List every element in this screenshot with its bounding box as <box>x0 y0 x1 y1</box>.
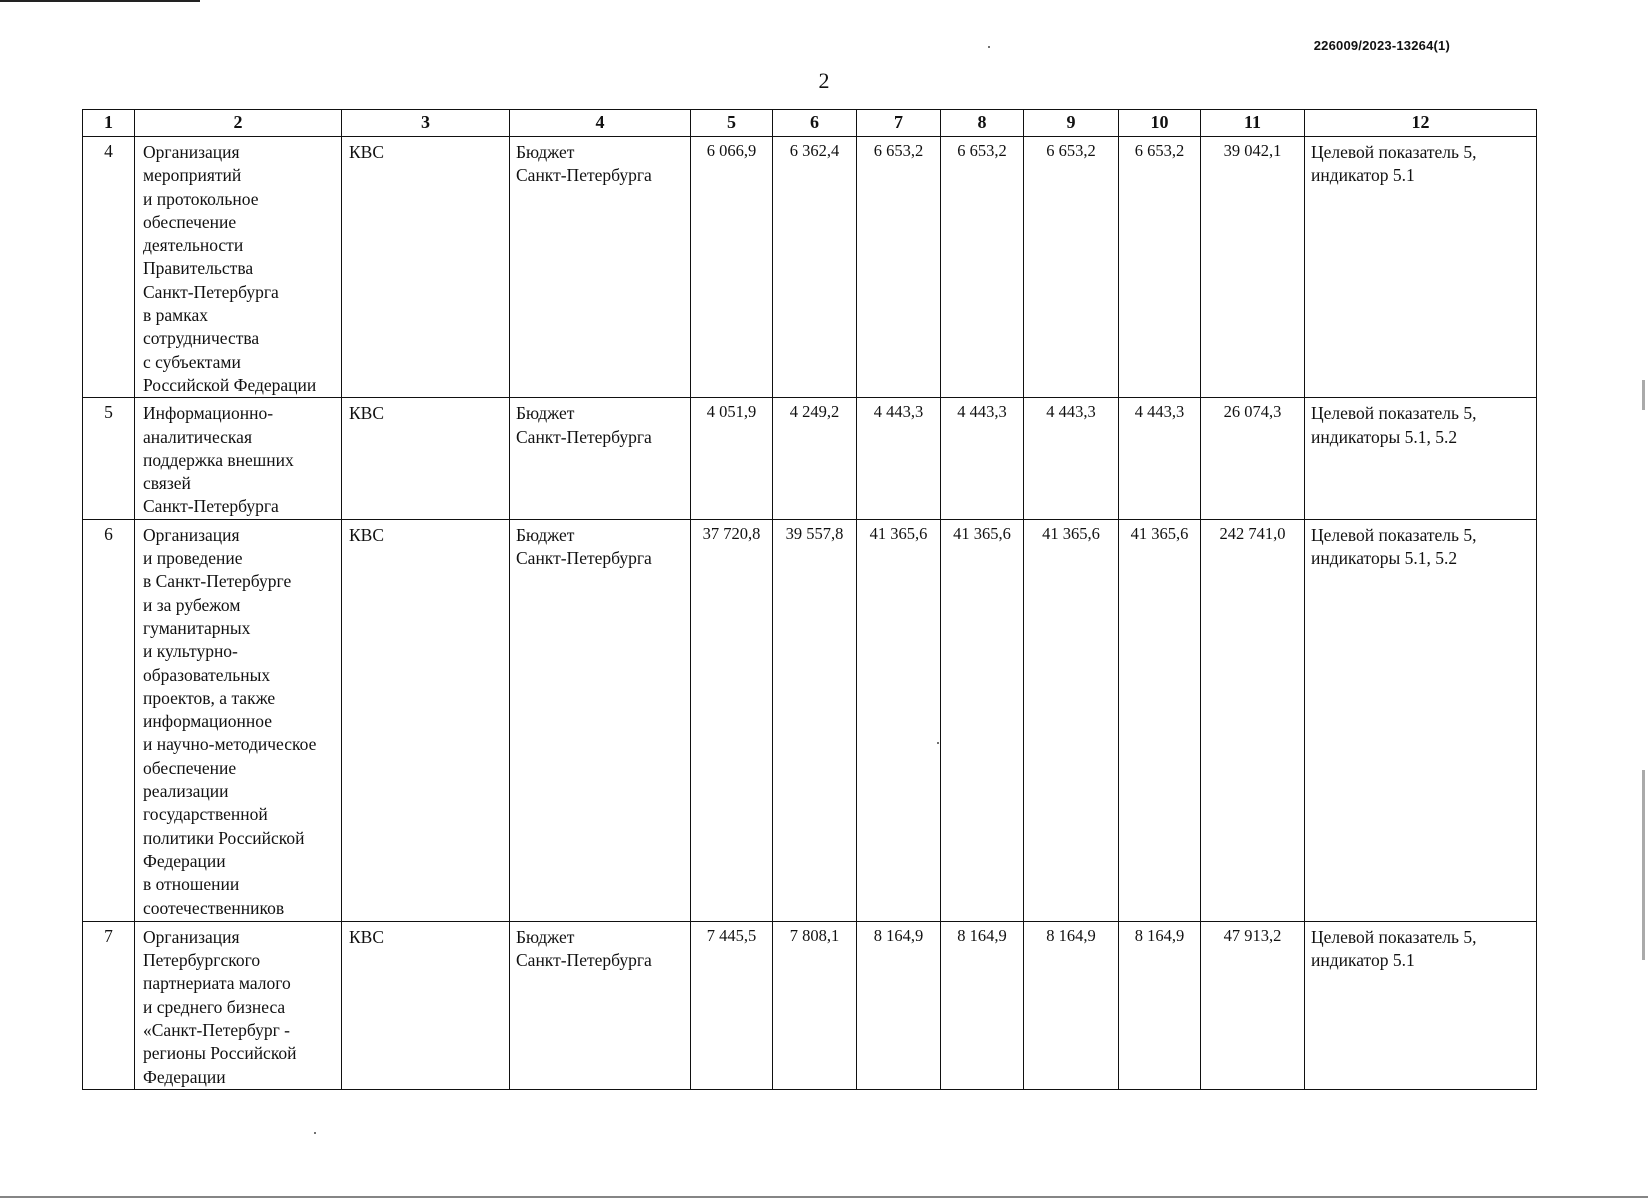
funding-source: Бюджет Санкт-Петербурга <box>510 137 691 398</box>
funding-total: 47 913,2 <box>1201 921 1305 1089</box>
column-number: 9 <box>1024 110 1119 137</box>
funding-value: 6 653,2 <box>857 137 941 398</box>
target-indicator: Целевой показатель 5, индикаторы 5.1, 5.2 <box>1305 398 1537 519</box>
funding-total: 26 074,3 <box>1201 398 1305 519</box>
program-activities-table <box>82 109 1537 1090</box>
funding-value: 41 365,6 <box>1119 519 1201 921</box>
executor: КВС <box>342 398 510 519</box>
funding-value: 8 164,9 <box>941 921 1024 1089</box>
funding-value: 8 164,9 <box>857 921 941 1089</box>
funding-value: 4 443,3 <box>857 398 941 519</box>
row-number: 7 <box>83 921 135 1089</box>
target-indicator: Целевой показатель 5, индикаторы 5.1, 5.2 <box>1305 519 1537 921</box>
target-indicator: Целевой показатель 5, индикатор 5.1 <box>1305 137 1537 398</box>
scan-artifact-bottom <box>0 1196 1648 1198</box>
column-number: 10 <box>1119 110 1201 137</box>
activity-name: Информационно- аналитическая поддержка внешних связей Санкт-Петербурга <box>135 398 342 519</box>
scan-edge-noise <box>1642 380 1645 410</box>
funding-source: Бюджет Санкт-Петербурга <box>510 519 691 921</box>
executor: КВС <box>342 519 510 921</box>
funding-value: 37 720,8 <box>691 519 773 921</box>
column-number: 8 <box>941 110 1024 137</box>
funding-value: 4 051,9 <box>691 398 773 519</box>
executor: КВС <box>342 921 510 1089</box>
funding-value: 6 066,9 <box>691 137 773 398</box>
activity-name: Организация и проведение в Санкт-Петербурге и за рубежом гуманитарных и культурно- образовательных проектов, а также информационное и научно-методическое обеспечение реализации государственной политики Российской Федерации в отношении соотечественников <box>135 519 342 921</box>
row-number: 5 <box>83 398 135 519</box>
funding-value: 8 164,9 <box>1119 921 1201 1089</box>
column-number-row <box>83 110 1537 137</box>
column-number: 5 <box>691 110 773 137</box>
funding-value: 39 557,8 <box>773 519 857 921</box>
scan-speck <box>937 742 939 744</box>
column-number: 11 <box>1201 110 1305 137</box>
column-number: 6 <box>773 110 857 137</box>
row-number: 4 <box>83 137 135 398</box>
activity-name: Организация мероприятий и протокольное обеспечение деятельности Правительства Санкт-Петербурга в рамках сотрудничества с субъектами Российской Федерации <box>135 137 342 398</box>
funding-value: 41 365,6 <box>941 519 1024 921</box>
funding-source: Бюджет Санкт-Петербурга <box>510 921 691 1089</box>
funding-value: 6 653,2 <box>1024 137 1119 398</box>
row-number: 6 <box>83 519 135 921</box>
column-number: 7 <box>857 110 941 137</box>
scan-speck <box>988 46 990 48</box>
page-number: 2 <box>818 68 830 93</box>
table-row <box>83 519 1537 921</box>
table-row <box>83 398 1537 519</box>
funding-value: 6 362,4 <box>773 137 857 398</box>
funding-total: 242 741,0 <box>1201 519 1305 921</box>
column-number: 2 <box>135 110 342 137</box>
column-number: 4 <box>510 110 691 137</box>
funding-source: Бюджет Санкт-Петербурга <box>510 398 691 519</box>
funding-value: 41 365,6 <box>1024 519 1119 921</box>
funding-value: 4 249,2 <box>773 398 857 519</box>
document-registration-number: 226009/2023-13264(1) <box>1313 38 1450 53</box>
table-row <box>83 137 1537 398</box>
program-activities-table-container <box>82 109 1537 1090</box>
funding-value: 8 164,9 <box>1024 921 1119 1089</box>
scan-edge-noise <box>1642 770 1645 960</box>
column-number: 1 <box>83 110 135 137</box>
table-row <box>83 921 1537 1089</box>
target-indicator: Целевой показатель 5, индикатор 5.1 <box>1305 921 1537 1089</box>
funding-total: 39 042,1 <box>1201 137 1305 398</box>
funding-value: 6 653,2 <box>1119 137 1201 398</box>
column-number: 12 <box>1305 110 1537 137</box>
funding-value: 4 443,3 <box>941 398 1024 519</box>
funding-value: 7 808,1 <box>773 921 857 1089</box>
executor: КВС <box>342 137 510 398</box>
scan-speck <box>314 1132 316 1134</box>
activity-name: Организация Петербургского партнериата малого и среднего бизнеса «Санкт-Петербург - регионы Российской Федерации <box>135 921 342 1089</box>
column-number: 3 <box>342 110 510 137</box>
scan-artifact-top <box>0 0 200 2</box>
funding-value: 4 443,3 <box>1119 398 1201 519</box>
funding-value: 41 365,6 <box>857 519 941 921</box>
funding-value: 4 443,3 <box>1024 398 1119 519</box>
funding-value: 6 653,2 <box>941 137 1024 398</box>
funding-value: 7 445,5 <box>691 921 773 1089</box>
